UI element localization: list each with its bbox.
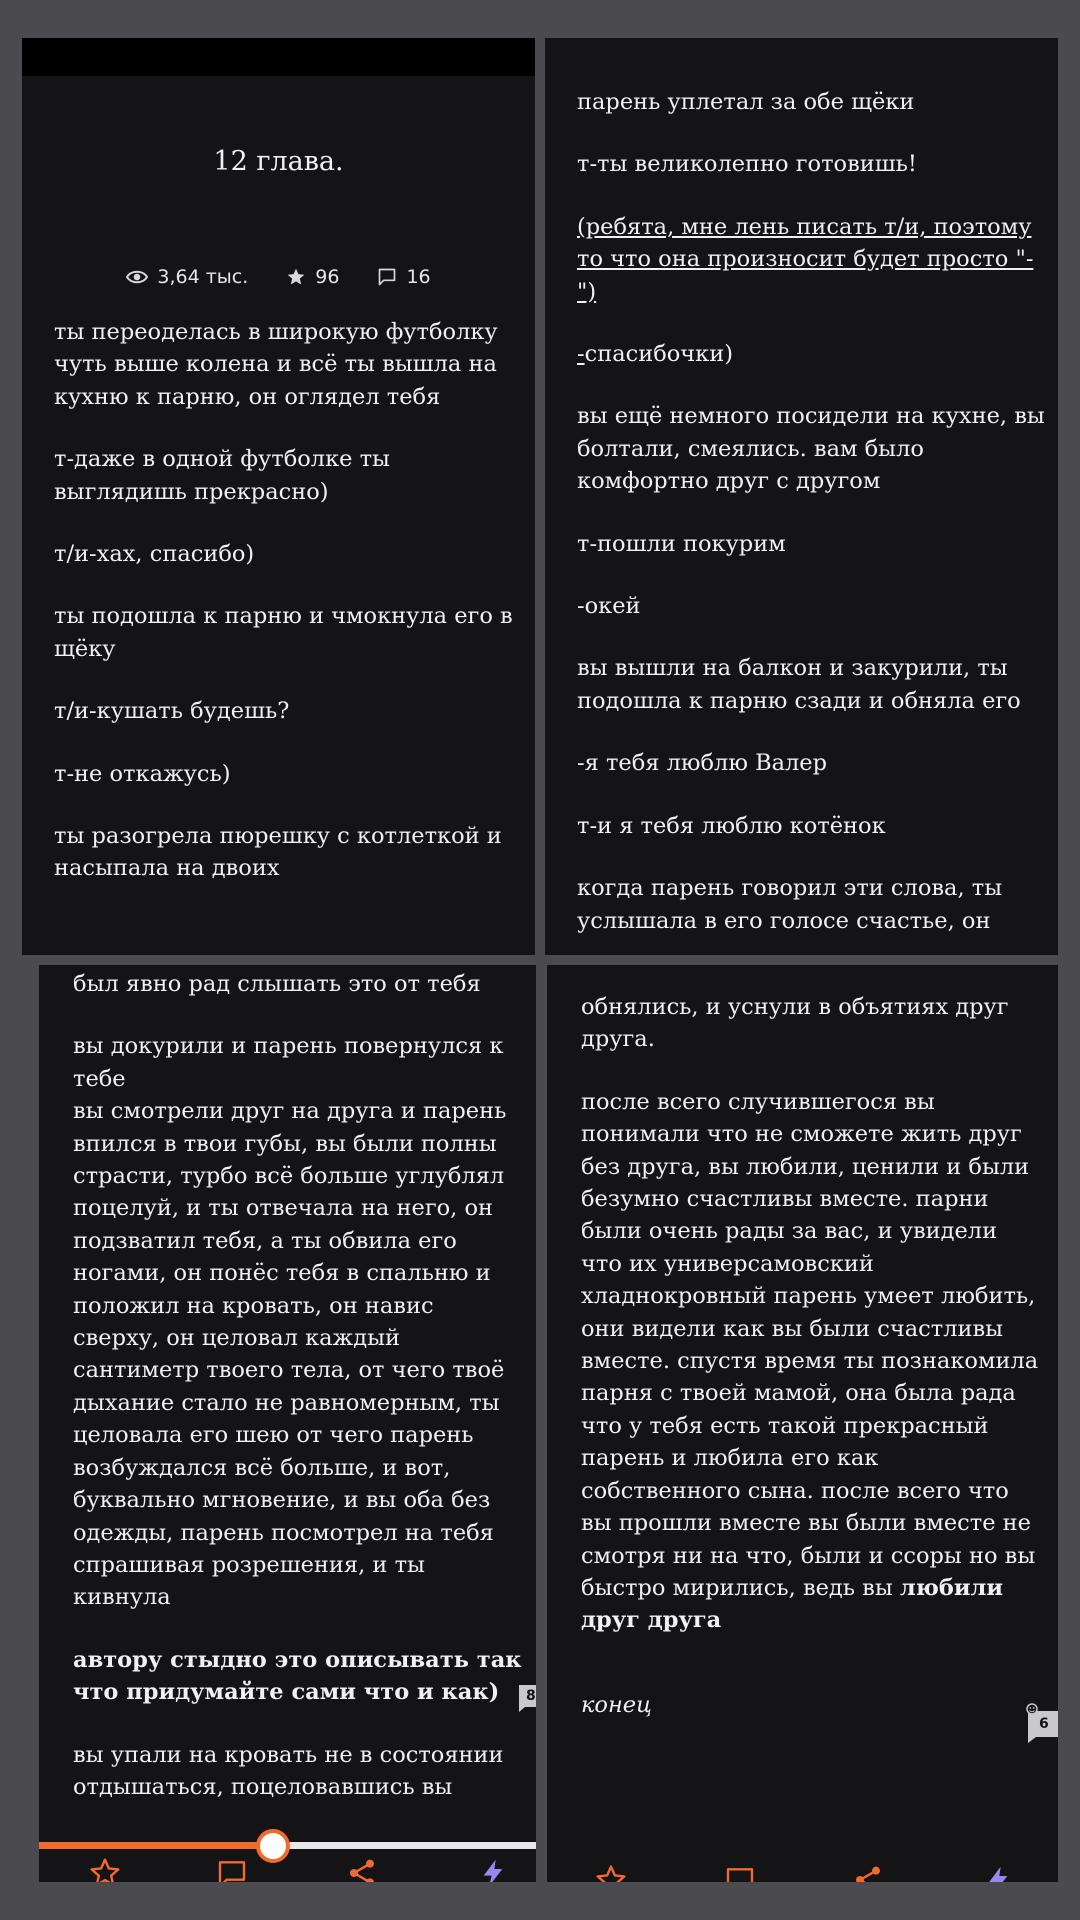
paragraph: -я тебя люблю Валер [577, 750, 828, 777]
share-icon[interactable] [852, 1864, 884, 1882]
paragraph: вы вышли на балкон и закурили, ты подошла к парню сзади и обняла его [577, 655, 1021, 714]
paragraph: ты разогрела пюрешку с котлеткой и насыпала на двоих [54, 823, 502, 882]
chapter-stats [22, 266, 535, 288]
star-icon[interactable] [89, 1857, 121, 1882]
paragraph: т-даже в одной футболке ты выглядишь прекрасно) [54, 446, 390, 505]
comments-stat [377, 266, 430, 288]
paragraph: т-пошли покурим [577, 530, 786, 557]
lightning-icon[interactable] [982, 1864, 1014, 1882]
emphasis-text: любили друг друга [581, 1574, 1004, 1634]
paragraph: ты подошла к парню и чмокнула его в щёку [54, 603, 513, 662]
paragraph: т-и я тебя люблю котёнок [577, 812, 886, 839]
lightning-icon[interactable] [477, 1857, 509, 1882]
chapter-title: 12 глава. [213, 146, 344, 177]
author-note: (ребята, мне лень писать т/и, поэтому то что она произносит будет просто "-") [577, 213, 1034, 305]
paragraph [577, 338, 1047, 370]
chapter-text [581, 991, 1041, 1751]
bottom-toolbar [547, 1856, 1058, 1882]
star-icon[interactable] [595, 1864, 627, 1882]
paragraph: когда парень говорил эти слова, ты услышала в его голосе счастье, он [577, 875, 1003, 934]
author-note: автору стыдно это описывать так что придумайте сами что и как) [73, 1646, 522, 1706]
chapter-text [577, 86, 1047, 955]
paragraph: т/и-кушать будешь? [54, 698, 290, 725]
reply-text: спасибочки) [584, 341, 734, 368]
progress-fill [39, 1842, 273, 1849]
share-icon[interactable] [346, 1857, 378, 1882]
bottom-toolbar [39, 1849, 536, 1882]
star-icon [286, 267, 306, 287]
eye-icon [126, 269, 148, 285]
views-count: 3,64 тыс. [157, 266, 249, 288]
paragraph: т-не откажусь) [54, 760, 231, 787]
paragraph: т-ты великолепно готовишь! [577, 151, 917, 178]
comment-count: 8 [526, 1688, 536, 1704]
status-bar [22, 38, 535, 76]
reader-screen-3 [39, 965, 536, 1882]
views-stat [126, 266, 248, 288]
paragraph-comment-badge[interactable] [1022, 1703, 1058, 1743]
paragraph: вы смотрели друг на друга и парень впился в твои губы, вы были полны страсти, турбо всё больше углублял поцелуй, и ты отвечала на него, он подзватил тебя, а ты обвила его ногами, он понёс тебя в спальню и положил на кровать, он навис сверху, он целовал каждый сантиметр твоего тела, от чего твоё дыхание стало не равномерным, ты целовала его шею от чего парень возбуждался всё больше, и вот, буквально мгновение, и вы оба без одежды, парень посмотрел на тебя спрашивая розрешения, и ты кивнула [73, 1098, 507, 1611]
stars-stat [286, 266, 339, 288]
paragraph: -окей [577, 593, 641, 620]
paragraph: парень уплетал за обе щёки [577, 89, 915, 115]
comments-count: 16 [406, 266, 431, 288]
dash-mark: - [577, 341, 585, 368]
reading-progress-bar[interactable] [39, 1842, 536, 1849]
paragraph: вы упали на кровать не в состоянии отдышаться, поцеловавшись вы [73, 1741, 504, 1800]
comment-icon[interactable] [216, 1857, 248, 1882]
ending-text: конец [581, 1691, 652, 1718]
paragraph: был явно рад слышать это от тебя [73, 971, 481, 997]
paragraph [581, 1086, 1041, 1637]
chapter-text [73, 968, 523, 1833]
paragraph: ты переоделась в широкую футболку чуть выше колена и всё ты вышла на кухню к парню, он оглядел тебя [54, 319, 498, 410]
reader-screen-1 [22, 38, 535, 955]
reader-screen-4 [547, 965, 1058, 1882]
paragraph: обнялись, и уснули в объятиях друг друга. [581, 994, 1009, 1053]
comment-icon[interactable] [724, 1864, 756, 1882]
comment-count: 6 [1039, 1716, 1049, 1732]
stars-count: 96 [315, 266, 340, 288]
paragraph: вы ещё немного посидели на кухне, вы болтали, смеялись. вам было комфортно друг с другом [577, 403, 1045, 495]
comment-icon [377, 267, 397, 287]
chapter-text [54, 316, 524, 915]
paragraph-text: после всего случившегося вы понимали что не сможете жить друг без друга, вы любили, ценили и были безумно счастливы вместе. парни были очень рады за вас, и увидели что их универсамовский хладнокровный парень умеет любить, они видели как вы были счастливы вместе. спустя время ты познакомила парня с твоей мамой, она была рада что у тебя есть такой прекрасный парень и любила его как собственного сына. после всего что вы прошли вместе вы были вместе не смотря ни на что, были и ссоры но вы быстро мирились, ведь вы [581, 1088, 1039, 1601]
paragraph: т/и-хах, спасибо) [54, 541, 255, 568]
paragraph: вы докурили и парень повернулся к тебе [73, 1033, 504, 1092]
paragraph-comment-badge[interactable] [515, 1683, 536, 1713]
reader-screen-2 [545, 38, 1058, 955]
